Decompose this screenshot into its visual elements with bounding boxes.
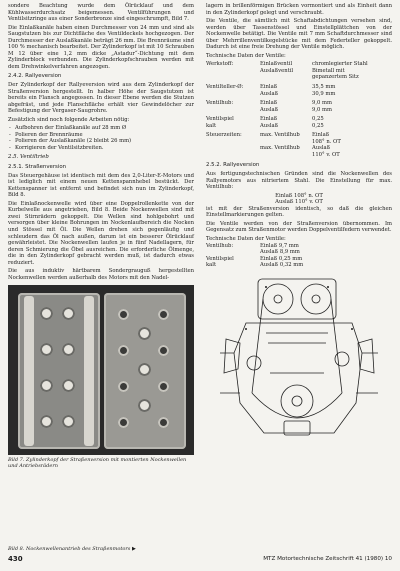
- cylinder-head-photo: [8, 285, 194, 455]
- figure-caption: Bild 8. Nockenwellenantrieb des Straßenmotors ▶: [8, 546, 136, 552]
- table-row: Ventilhub: Einlaß 9,7 mm Auslaß 8,9 mm: [206, 242, 300, 256]
- table-row: kalt Auslaß 0,32 mm: [206, 262, 304, 269]
- paragraph: Das Steuergehäuse ist identisch mit dem des 2,0-Liter-E-Motors und ist lediglich mit einem neuen Kettenspannhebel bestückt. Der Kettenspanner ist entfernt und befindet sich nun im Zylinderkopf, Bild 8.: [8, 172, 194, 199]
- paragraph: Die Ventile werden von der Straßenversion übernommen. Im Gegensatz zum Straßenmotor werden Doppelventilfedern verwendet.: [206, 220, 392, 234]
- right-column: [206, 3, 392, 447]
- timing-outlet: Auslaß 110° v. OT: [275, 199, 323, 206]
- cylinder-head-right: [104, 293, 186, 449]
- timing-inlet: Einlaß 108° n. OT: [275, 192, 323, 199]
- left-column: [8, 3, 194, 469]
- paragraph: Die aus induktiv härtbarem Sondergrauguß hergestellten Nockenwellen werden außerhalb des Motors mit den Nadel-: [8, 268, 194, 281]
- paragraph: Die Ventile, die sämtlich mit Schaftabdichtungen versehen sind, werden über Tassenstössel und Einstellplättchen von der Nockenwelle betätigt. Die Ventile mit 7 mm Schaftdurchmesser sind über Mehrrillenventilkegelstücke mit dem Federteller gekoppelt. Dadurch ist eine freie Drehung der Ventile möglich.: [206, 18, 392, 51]
- table-row: Ventilspiel Einlaß 0,25 mm: [206, 255, 303, 262]
- paragraph: ist mit der Straßenversion identisch, so daß die gleichen Einstellmarkierungen gelten.: [206, 205, 392, 219]
- table-row: Ventilspiel kalt Einlaß Auslaß 0,25 0,25: [206, 116, 324, 129]
- page-number: 430: [8, 555, 23, 563]
- table-row: Ventilteller-Ø: Einlaß Auslaß 35,5 mm 30,9 mm: [206, 84, 336, 97]
- section-heading: 2.5. Ventiltrieb: [8, 154, 49, 161]
- paragraph: Die Einlaßnockenwelle wird über eine Doppelrollenkette von der Kurbelwelle aus angetrieben, Bild 8. Beide Nockenwellen sind mit zwei Stirnrädern gekoppelt. Die Wellen sind hohlgebohrt und versorgen über kleine Bohrungen im Nockenlaufbereich die Nocken und Stössel mit Öl. Die Wellen drehen sich gegenläufig und schleudern das Öl nach außen, darum ist ein besserer Ölrücklauf gewährleistet. Die Nockenwellen laufen je in fünf Nadellagern, für deren Schmierung die Öbel ausreichen. Die erforderliche Ölmenge, die in den Zylinderkopf gebracht werden muß, ist dadurch etwas reduziert.: [8, 200, 194, 266]
- figure-caption: Bild 7. Zylinderkopf der Straßenversion mit montierten Nockenwellen und Antriebsrädern: [8, 457, 187, 470]
- cylinder-head-left: [18, 293, 100, 449]
- paragraph: Aus fertigungstechnischen Gründen sind die Nockenwellen des Rallyemotors aus nitriertem Stahl. Die Einstellung für max. Ventilhub:: [206, 171, 392, 191]
- list-item: - Aufbohren der Einlaßkanäle auf 28 mm Ø: [8, 125, 194, 132]
- section-heading: 2.5.1. Straßenversion: [8, 164, 67, 171]
- valve-data-table: [206, 61, 392, 158]
- paragraph: Zusätzlich sind noch folgende Arbeiten nötig:: [8, 116, 130, 123]
- list-item: - Korrigieren der Ventilsitzbreiten.: [8, 145, 194, 152]
- work-list: [8, 125, 194, 151]
- paragraph: lagern in brillenförmigen Brücken vormontiert und als Einheit dann in den Zylinderkopf gelegt und verschraubt.: [206, 3, 392, 16]
- paragraph: Die Einlaßkanäle haben einen Durchmesser von 24 mm und sind als Saugstutzen bis zur Dichtfläche des Ventildeckels hochgezogen. Der Durchmesser der Auslaßkanäle beträgt 26 mm. Die Brennräume sind 100 % mechanisch bearbeitet. Der Zylinderkopf ist mit 10 Schrauben M 12 über eine 1,2 mm dicke „Astadur“-Dichtung mit dem Zylinderblock verbunden. Die Zylinderkopfschrauben werden mit dem Drehwinkelverfahren angezogen.: [8, 24, 194, 70]
- section-heading: 2.4.2. Rallyeversion: [8, 73, 62, 80]
- list-item: - Polieren der Auslaßkanäle (2 bleibt 26 mm): [8, 138, 194, 145]
- table-row: Ventilhub: Einlaß Auslaß 9,0 mm 9,0 mm: [206, 100, 332, 113]
- section-heading: 2.5.2. Rallyeversion: [206, 162, 260, 169]
- journal-reference: MTZ Motortechnische Zeitschrift 41 (1980) 10: [263, 556, 392, 562]
- table-row: Werkstoff: Einlaßventil Auslaßventil chromlegierter Stahl Bimetall mit gepanzertem Sitz: [206, 61, 368, 81]
- rally-valve-table: [206, 243, 392, 269]
- timing-chain-drawing: [206, 273, 392, 445]
- table-row: Steuerzeiten: max. Ventilhub max. Ventilhub Einlaß 108° n. OT Auslaß 110° v. OT: [206, 132, 341, 158]
- table-heading: Technische Daten der Ventile:: [206, 235, 286, 242]
- paragraph: sondere Beachtung wurde dem Ölrücklauf und dem Kühlwasserdurchsatz beigemessen. Ventilführungen und Ventilsitzringe aus einer Sonderbronze sind eingeschrumpft, Bild 7.: [8, 3, 194, 23]
- paragraph: Der Zylinderkopf der Rallyeversion wird aus dem Zylinderkopf der Straßenversion hergestellt. In halber Höhe der Saugstutzen ist bereits ein Flansch angegossen. In dieser Ebene werden die Stutzen abgefräst, und jede Flanschfläche erhält vier Gewindelöcher zur Befestigung der Vergaser-Saugrohre.: [8, 82, 194, 115]
- table-heading: Technische Daten der Ventile:: [206, 52, 286, 59]
- list-item: - Polieren der Brennräume: [8, 132, 194, 139]
